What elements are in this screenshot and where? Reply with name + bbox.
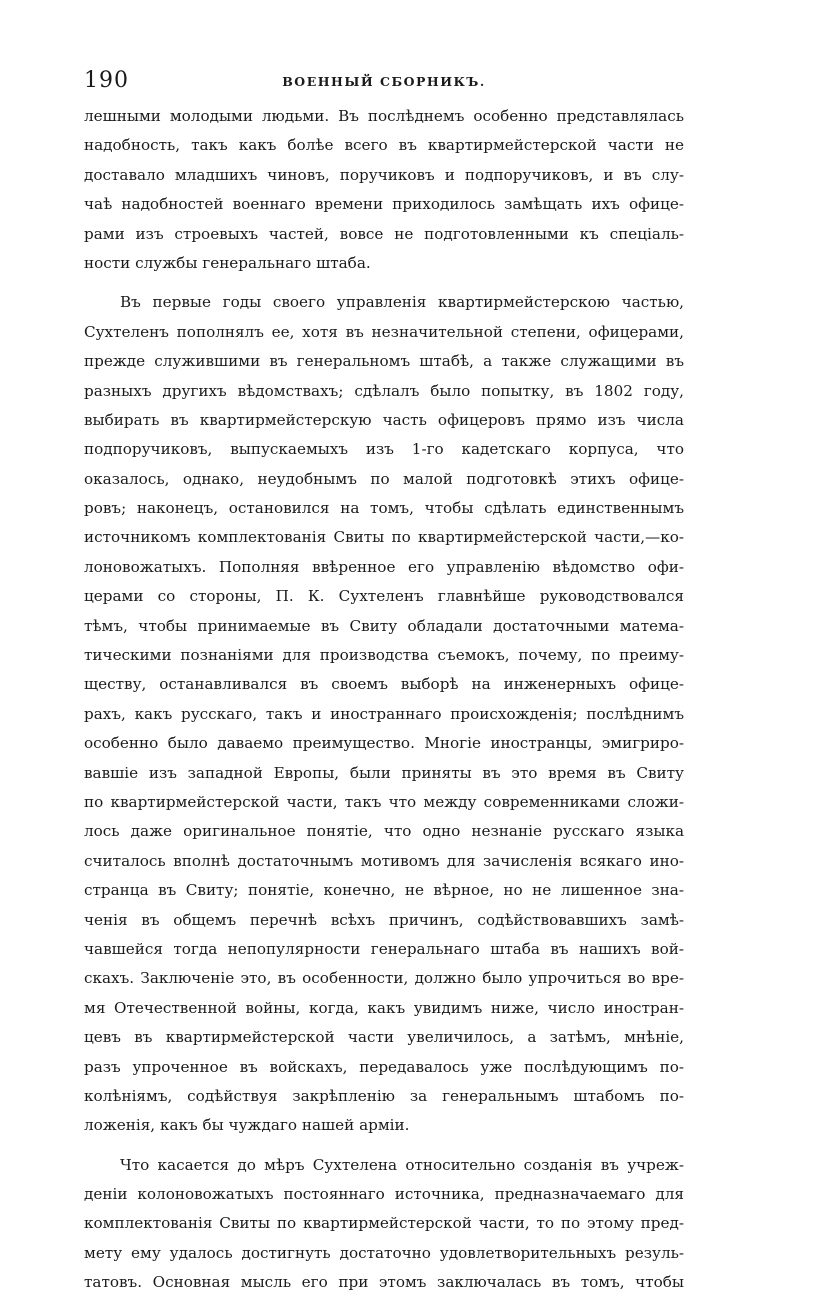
text-line: ществу, останавливался въ своемъ выборѣ на инженерныхъ офице- [84, 675, 684, 694]
page-header [84, 68, 684, 98]
text-line: деніи колоновожатыхъ постояннаго источника, предназначаемаго для [84, 1185, 684, 1204]
paragraph [84, 102, 684, 278]
text-line: лешными молодыми людьми. Въ послѣднемъ особенно представлялась [84, 107, 684, 125]
text-line: разъ упроченное въ войскахъ, передавалось уже послѣдующимъ по- [84, 1057, 684, 1076]
document-page [84, 68, 684, 1298]
text-line: оказалось, однако, неудобнымъ по малой подготовкѣ этихъ офице- [84, 469, 684, 488]
text-line: странца въ Свиту; понятіе, конечно, не вѣрное, но не лишенное зна- [84, 881, 684, 900]
text-line: мету ему удалось достигнуть достаточно удовлетворительныхъ резуль- [84, 1243, 684, 1262]
text-line: ложенія, какъ бы чуждаго нашей арміи. [84, 1116, 410, 1135]
text-line: считалось вполнѣ достаточнымъ мотивомъ для зачисленія всякаго ино- [84, 851, 684, 870]
paragraph [84, 288, 684, 1140]
text-line: по квартирмейстерской части, такъ что между современниками сложи- [84, 792, 684, 811]
text-line: разныхъ другихъ вѣдомствахъ; сдѣлалъ было попытку, въ 1802 году, [84, 381, 684, 400]
text-line: рахъ, какъ русскаго, такъ и иностраннаго происхожденія; послѣднимъ [84, 704, 684, 723]
text-line: чавшейся тогда непопулярности генеральнаго штаба въ нашихъ вой- [84, 939, 684, 958]
text-line: надобность, такъ какъ болѣе всего въ квартирмейстерской части не [84, 136, 684, 155]
paragraph-gap [84, 278, 684, 288]
text-line: комплектованія Свиты по квартирмейстерской части, то по этому пред- [84, 1214, 684, 1233]
text-line: Что касается до мѣръ Сухтелена относительно созданія въ учреж- [120, 1155, 684, 1174]
text-line: доставало младшихъ чиновъ, поручиковъ и подпоручиковъ, и въ слу- [84, 165, 684, 184]
text-line: тическими познаніями для производства съемокъ, почему, по преиму- [84, 646, 684, 665]
text-line: прежде служившими въ генеральномъ штабѣ, а также служащими въ [84, 352, 684, 371]
text-line: выбирать въ квартирмейстерскую часть офицеровъ прямо изъ числа [84, 410, 684, 429]
text-line: ности службы генеральнаго штаба. [84, 253, 371, 272]
text-line: скахъ. Заключеніе это, въ особенности, должно было упрочиться во вре- [84, 969, 684, 988]
text-line: особенно было даваемо преимущество. Многіе иностранцы, эмигриро- [84, 734, 684, 753]
text-line: рами изъ строевыхъ частей, вовсе не подготовленными къ спеціаль- [84, 224, 684, 243]
text-line: цевъ въ квартирмейстерской части увеличилось, а затѣмъ, мнѣніе, [84, 1028, 684, 1047]
page-number: 190 [84, 68, 129, 93]
paragraph-gap [84, 1141, 684, 1151]
running-title: ВОЕННЫЙ СБОРНИКЪ. [282, 74, 486, 89]
text-line: вавшіе изъ западной Европы, были приняты въ это время въ Свиту [84, 763, 684, 782]
text-line: ченія въ общемъ перечнѣ всѣхъ причинъ, содѣйствовавшихъ замѣ- [84, 910, 684, 929]
text-line: чаѣ надобностей военнаго времени приходилось замѣщать ихъ офице- [84, 195, 684, 214]
text-line: источникомъ комплектованія Свиты по квартирмейстерской части,—ко- [84, 528, 684, 547]
text-line: лось даже оригинальное понятіе, что одно незнаніе русскаго языка [84, 822, 684, 841]
text-line: татовъ. Основная мысль его при этомъ заключалась въ томъ, чтобы [84, 1273, 684, 1292]
text-line: Въ первые годы своего управленія квартирмейстерскою частью, [120, 293, 684, 312]
text-line: колѣніямъ, содѣйствуя закрѣпленію за генеральнымъ штабомъ по- [84, 1086, 684, 1105]
text-line: Сухтеленъ пополнялъ ее, хотя въ незначительной степени, офицерами, [84, 322, 684, 341]
body-text [84, 102, 684, 1298]
text-line: церами со стороны, П. К. Сухтеленъ главнѣйше руководствовался [84, 587, 684, 606]
text-line: ровъ; наконецъ, остановился на томъ, чтобы сдѣлать единственнымъ [84, 499, 684, 518]
text-line: тѣмъ, чтобы принимаемые въ Свиту обладали достаточными матема- [84, 616, 684, 635]
text-line: подпоручиковъ, выпускаемыхъ изъ 1-го кадетскаго корпуса, что [84, 440, 684, 459]
paragraph [84, 1151, 684, 1298]
text-line: лоновожатыхъ. Пополняя ввѣренное его управленію вѣдомство офи- [84, 557, 684, 576]
text-line: мя Отечественной войны, когда, какъ увидимъ ниже, число иностран- [84, 998, 684, 1017]
